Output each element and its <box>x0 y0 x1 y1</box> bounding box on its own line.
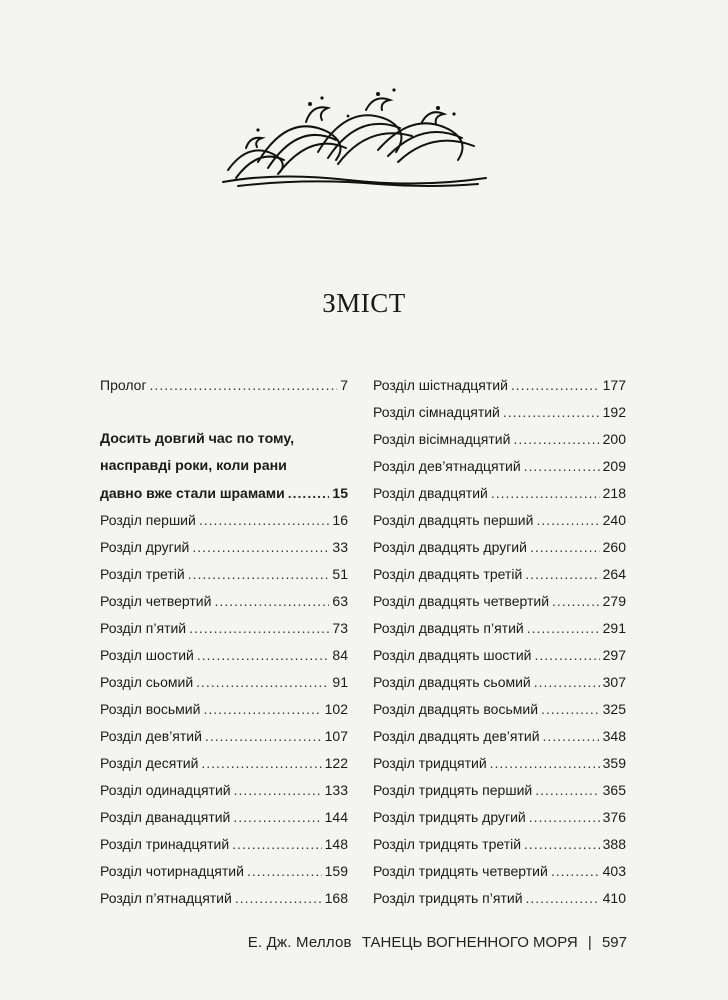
toc-entry-label: Розділ двадцять другий <box>373 539 527 555</box>
toc-entry[interactable] <box>100 534 348 561</box>
toc-entry-label: Розділ двадцять п’ятий <box>373 620 524 636</box>
toc-entry-page: 297 <box>602 647 626 663</box>
leader-dots <box>199 507 330 534</box>
toc-entry-page: 365 <box>602 782 626 798</box>
spacer <box>100 399 348 426</box>
toc-entry-label: Розділ четвертий <box>100 593 212 609</box>
toc-entry-page: 307 <box>602 674 626 690</box>
part-heading-line3: давно вже стали шрамами <box>100 485 285 501</box>
leader-dots <box>235 885 322 912</box>
toc-entry[interactable] <box>100 669 348 696</box>
toc-entry-label: Розділ сімнадцятий <box>373 404 500 420</box>
toc-entry-label: Розділ дванадцятий <box>100 809 231 825</box>
toc-entry-page: 122 <box>324 755 348 771</box>
leader-dots <box>233 804 321 831</box>
toc-entry[interactable] <box>373 426 626 453</box>
toc-entry[interactable] <box>373 399 626 426</box>
leader-dots <box>525 561 599 588</box>
toc-entry[interactable] <box>100 750 348 777</box>
toc-entry-label: Розділ п’ятнадцятий <box>100 890 232 906</box>
toc-entry-label: Розділ третій <box>100 566 185 582</box>
toc-entry-label: Розділ тридцятий <box>373 755 487 771</box>
toc-entry[interactable] <box>100 642 348 669</box>
footer-author: Е. Дж. Меллов <box>247 934 352 951</box>
toc-entry-page: 260 <box>602 539 626 555</box>
toc-entry-page: 218 <box>602 485 626 501</box>
toc-entry-page: 376 <box>602 809 626 825</box>
footer-page-number: 597 <box>601 934 627 951</box>
leader-dots <box>288 480 330 507</box>
toc-entry-label: Розділ тридцять п’ятий <box>373 890 523 906</box>
toc-entry[interactable] <box>373 804 626 831</box>
toc-entry[interactable] <box>100 858 348 885</box>
toc-entry[interactable] <box>373 723 626 750</box>
toc-entry[interactable] <box>373 561 626 588</box>
toc-entry-page: 403 <box>602 863 626 879</box>
toc-entry[interactable] <box>100 507 348 534</box>
part-heading-line1: Досить довгий час по тому, <box>100 431 295 447</box>
leader-dots <box>536 507 599 534</box>
toc-entry-page: 15 <box>332 485 348 501</box>
toc-entry[interactable] <box>373 669 626 696</box>
toc-entry-prologue[interactable] <box>100 372 348 399</box>
toc-entry-page: 148 <box>324 836 348 852</box>
toc-entry-label: Розділ двадцять сьомий <box>373 674 531 690</box>
toc-entry-label: Розділ вісімнадцятий <box>373 431 511 447</box>
leader-dots <box>511 372 600 399</box>
leader-dots <box>201 750 321 777</box>
toc-entry[interactable] <box>100 588 348 615</box>
leader-dots <box>188 561 330 588</box>
leader-dots <box>150 372 338 399</box>
leader-dots <box>524 831 600 858</box>
toc-entry[interactable] <box>100 723 348 750</box>
toc-entry-page: 16 <box>332 512 348 528</box>
footer-separator: | <box>587 934 592 951</box>
footer-book-title: ТАНЕЦЬ ВОГНЕННОГО МОРЯ <box>361 934 578 951</box>
toc-entry-label: Розділ п’ятий <box>100 620 187 636</box>
toc-entry-page: 168 <box>324 890 348 906</box>
toc-entry-page: 177 <box>602 377 626 393</box>
toc-entry-label: Розділ тридцять четвертий <box>373 863 548 879</box>
toc-entry[interactable] <box>100 777 348 804</box>
toc-entry-page: 359 <box>602 755 626 771</box>
toc-entry-label: Розділ тринадцятий <box>100 836 230 852</box>
leader-dots <box>513 426 599 453</box>
leader-dots <box>534 642 599 669</box>
toc-entry-label: Розділ двадцять перший <box>373 512 534 528</box>
leader-dots <box>527 615 600 642</box>
leader-dots <box>203 696 321 723</box>
toc-entry[interactable] <box>373 534 626 561</box>
toc-entry-page: 410 <box>602 890 626 906</box>
toc-entry[interactable] <box>373 777 626 804</box>
leader-dots <box>197 642 330 669</box>
toc-entry-page: 51 <box>332 566 348 582</box>
toc-right-column <box>373 372 626 912</box>
leader-dots <box>543 723 600 750</box>
leader-dots <box>534 669 600 696</box>
toc-entry-label: Розділ шістнадцятий <box>373 377 508 393</box>
toc-entry-label: Розділ другий <box>100 539 190 555</box>
leader-dots <box>234 777 322 804</box>
toc-entry-page: 200 <box>602 431 626 447</box>
toc-entry[interactable] <box>373 696 626 723</box>
leader-dots <box>530 534 600 561</box>
toc-left-column <box>100 372 348 912</box>
toc-entry-page: 33 <box>332 539 348 555</box>
toc-entry-page: 63 <box>332 593 348 609</box>
toc-entry[interactable] <box>100 804 348 831</box>
toc-entry-page: 325 <box>602 701 626 717</box>
toc-entry-label: Розділ тридцять другий <box>373 809 526 825</box>
toc-entry-label: Розділ двадцять третій <box>373 566 523 582</box>
toc-entry-label: Розділ чотирнадцятий <box>100 863 244 879</box>
toc-entry-label: Розділ сьомий <box>100 674 194 690</box>
toc-entry[interactable] <box>373 507 626 534</box>
toc-entry-label: Розділ перший <box>100 512 196 528</box>
toc-entry-page: 133 <box>324 782 348 798</box>
toc-entry-page: 291 <box>602 620 626 636</box>
toc-entry[interactable] <box>373 642 626 669</box>
leader-dots <box>196 669 329 696</box>
toc-entry[interactable] <box>100 831 348 858</box>
toc-entry-page: 73 <box>332 620 348 636</box>
toc-entry-label: Розділ двадцятий <box>373 485 488 501</box>
part-heading-line2: насправді роки, коли рани <box>100 458 287 474</box>
leader-dots <box>491 480 600 507</box>
toc-entry-page: 192 <box>602 404 626 420</box>
leader-dots <box>529 804 600 831</box>
toc-entry-page: 264 <box>602 566 626 582</box>
toc-entry-page: 84 <box>332 647 348 663</box>
toc-entry-page: 388 <box>602 836 626 852</box>
leader-dots <box>551 858 600 885</box>
toc-entry-label: Розділ двадцять восьмий <box>373 701 539 717</box>
toc-entry[interactable] <box>100 561 348 588</box>
toc-entry[interactable] <box>373 885 626 912</box>
toc-entry[interactable] <box>373 858 626 885</box>
leader-dots <box>490 750 600 777</box>
toc-entry-label: Розділ восьмий <box>100 701 201 717</box>
toc-entry-page: 279 <box>602 593 626 609</box>
leader-dots <box>214 588 329 615</box>
toc-entry-label: Розділ дев’ятнадцятий <box>373 458 521 474</box>
toc-entry[interactable] <box>100 696 348 723</box>
toc-entry-part[interactable] <box>100 480 348 507</box>
leader-dots <box>535 777 599 804</box>
toc-entry-label: Розділ десятий <box>100 755 199 771</box>
toc-entry-page: 107 <box>324 728 348 744</box>
toc-entry[interactable] <box>373 372 626 399</box>
toc-entry[interactable] <box>100 885 348 912</box>
toc-entry-label: Розділ дев’ятий <box>100 728 202 744</box>
toc-entry[interactable] <box>373 588 626 615</box>
toc-entry-page: 7 <box>340 377 348 393</box>
toc-heading: ЗМІСТ <box>322 288 406 318</box>
leader-dots <box>189 615 329 642</box>
toc-entry-page: 159 <box>324 863 348 879</box>
toc-entry-page: 102 <box>324 701 348 717</box>
leader-dots <box>524 453 600 480</box>
leader-dots <box>247 858 322 885</box>
toc-entry-page: 348 <box>602 728 626 744</box>
running-footer <box>248 934 627 951</box>
leader-dots <box>232 831 321 858</box>
toc-entry-label: Розділ тридцять перший <box>373 782 533 798</box>
toc-entry-page: 91 <box>332 674 348 690</box>
toc-entry[interactable] <box>373 831 626 858</box>
toc-entry-label: Розділ шостий <box>100 647 194 663</box>
leader-dots <box>526 885 600 912</box>
toc-left-chapters <box>100 507 348 912</box>
leader-dots <box>205 723 322 750</box>
toc-entry-label: Розділ тридцять третій <box>373 836 522 852</box>
leader-dots <box>192 534 329 561</box>
toc-entry-label: Розділ двадцять шостий <box>373 647 532 663</box>
toc-entry-page: 144 <box>324 809 348 825</box>
leader-dots <box>503 399 600 426</box>
toc-entry-label: Розділ одинадцятий <box>100 782 231 798</box>
toc-entry-label: Пролог <box>100 377 147 393</box>
toc-entry-label: Розділ двадцять дев’ятий <box>373 728 540 744</box>
toc-entry[interactable] <box>373 480 626 507</box>
toc-entry[interactable] <box>373 453 626 480</box>
toc-entry[interactable] <box>373 615 626 642</box>
toc-entry-page: 209 <box>602 458 626 474</box>
toc-entry[interactable] <box>373 750 626 777</box>
waves-ornament <box>218 82 490 190</box>
toc-entry[interactable] <box>100 615 348 642</box>
leader-dots <box>541 696 600 723</box>
toc-entry-label: Розділ двадцять четвертий <box>373 593 550 609</box>
leader-dots <box>552 588 600 615</box>
toc-entry-page: 240 <box>602 512 626 528</box>
